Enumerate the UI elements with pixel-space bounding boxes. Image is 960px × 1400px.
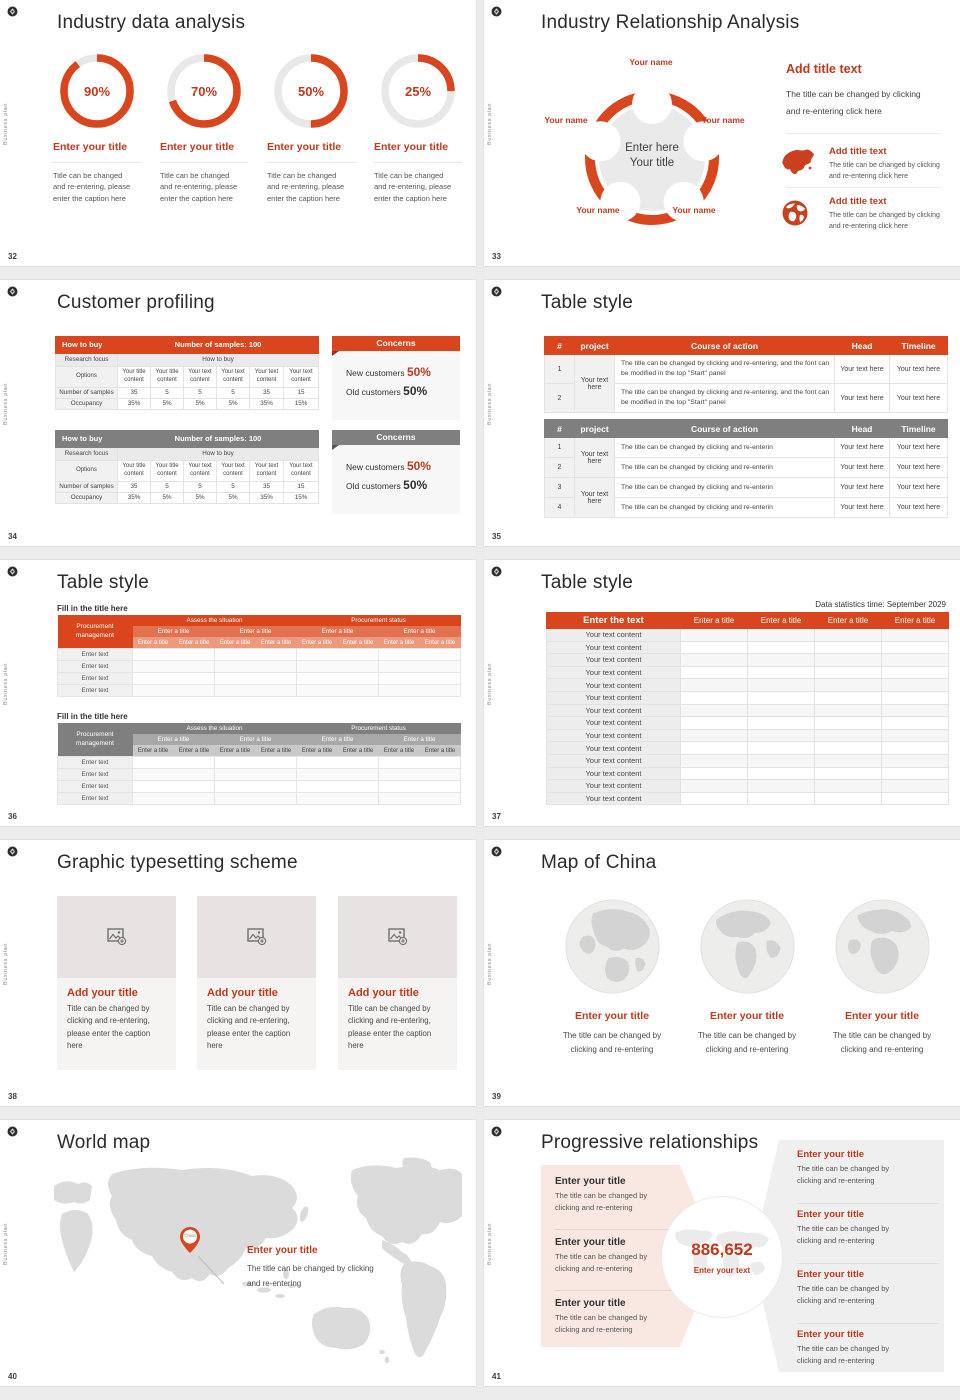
- vertical-brand-text: Business plan: [3, 663, 9, 706]
- section-label: Fill in the title here: [57, 712, 128, 721]
- progress-item: Enter your title The title can be changed by clicking and re-entering: [797, 1144, 939, 1204]
- globe-icon: [781, 199, 809, 227]
- vertical-brand-text: Business plan: [487, 663, 493, 706]
- vertical-brand-text: Business plan: [3, 383, 9, 426]
- crest-logo-icon: [7, 846, 18, 857]
- add-image-icon: [247, 928, 267, 946]
- globe-americas-icon: [699, 898, 796, 995]
- buying-table-gray: How to buy Number of samples: 100 Research focus How to buy Options Your title content Your title content Your text content Your text content Your text content Your text content Number of samples 35 5 5 5 35 15 Occupancy 35% 5% 5% 5% 35% 15%: [55, 430, 319, 504]
- procurement-table-red: Procurement management Assess the situation Procurement status Enter a title Enter a title Enter a title Enter a title Enter a title Enter a title Enter a title Enter a title Enter a title Enter a title Enter a title Enter a title Enter text Enter text Enter text Enter text: [57, 615, 461, 697]
- vertical-brand-text: Business plan: [3, 1223, 9, 1266]
- slide-number: 32: [8, 252, 17, 261]
- procurement-table-gray: Procurement management Assess the situation Procurement status Enter a title Enter a title Enter a title Enter a title Enter a title Enter a title Enter a title Enter a title Enter a title Enter a title Enter a title Enter a title Enter text Enter text Enter text Enter text: [57, 723, 461, 805]
- concerns-header: Concerns: [332, 430, 460, 445]
- slide-38-thumbnail[interactable]: [0, 840, 476, 1106]
- slide-34-thumbnail[interactable]: [0, 280, 476, 546]
- card-caption: Title can be changed by clicking and re-entering, please enter the caption here: [67, 1004, 151, 1051]
- image-card: [197, 896, 316, 1070]
- donut-item: [160, 54, 248, 204]
- statistic-value: 886,652: [691, 1239, 753, 1259]
- slide-36-thumbnail[interactable]: [0, 560, 476, 826]
- slide-number: 40: [8, 1372, 17, 1381]
- donut-caption: Title can be changed and re-entering, please enter the caption here: [374, 171, 452, 203]
- slide-number: 37: [492, 812, 501, 821]
- slide-title: Graphic typesetting scheme: [57, 852, 298, 873]
- image-placeholder: [57, 896, 176, 978]
- panel-body: The title can be changed by clicking and re-entering click here: [786, 89, 921, 116]
- donut-title: Enter your title: [267, 141, 355, 163]
- vertical-brand-text: Business plan: [3, 103, 9, 146]
- donut-item: [374, 54, 462, 204]
- map-callout-caption: The title can be changed by clicking and re-entering: [247, 1264, 374, 1289]
- data-statistics-note: Data statistics time: September 2029: [815, 600, 946, 609]
- action-table-red: # project Course of action Head Timeline 1 Your text here The title can be changed by clicking and re-entering, and the font can be modified in the top "Start" panel Your text here Your text here 2 The title can be changed by clicking and re-entering, and the font can be modified in the top "Start" panel Your text here Your text here: [544, 336, 948, 413]
- right-items: [797, 1144, 939, 1383]
- crest-logo-icon: [491, 566, 502, 577]
- image-card: [57, 896, 176, 1070]
- concerns-new-customers: New customers 50%: [346, 459, 431, 473]
- diagram-center-text: Enter here Your title: [625, 142, 679, 169]
- image-card: [338, 896, 457, 1070]
- concerns-header: Concerns: [332, 336, 460, 351]
- panel-item-caption: The title can be changed by clicking and re-entering click here: [829, 162, 940, 181]
- donut-item: [267, 54, 355, 204]
- concerns-old-customers: Old customers 50%: [346, 478, 428, 492]
- node-label: Your name: [576, 205, 620, 215]
- vertical-brand-text: Business plan: [487, 943, 493, 986]
- node-label: Your name: [544, 115, 588, 125]
- progress-item: Enter your title The title can be changed by clicking and re-entering: [797, 1204, 939, 1264]
- card-caption: Title can be changed by clicking and re-entering, please enter the caption here: [348, 1004, 432, 1051]
- slide-37-thumbnail[interactable]: [484, 560, 960, 826]
- donut-caption: Title can be changed and re-entering, please enter the caption here: [160, 171, 238, 203]
- pin-label-text: China: [184, 1233, 196, 1238]
- crest-logo-icon: [491, 286, 502, 297]
- slide-number: 34: [8, 532, 17, 541]
- donut-caption: Title can be changed and re-entering, please enter the caption here: [53, 171, 131, 203]
- vertical-brand-text: Business plan: [487, 383, 493, 426]
- globe-asia-icon: [564, 898, 661, 995]
- map-callout-title: Enter your title: [247, 1245, 318, 1256]
- donut-caption: Title can be changed and re-entering, please enter the caption here: [267, 171, 345, 203]
- add-image-icon: [107, 928, 127, 946]
- donut-percentage: 50%: [297, 83, 325, 99]
- concerns-old-customers: Old customers 50%: [346, 384, 428, 398]
- slide-title: Table style: [541, 292, 633, 313]
- node-label: Your name: [629, 57, 673, 67]
- concerns-box-gray: [332, 430, 460, 514]
- vertical-brand-text: Business plan: [3, 943, 9, 986]
- statistic-label: Enter your text: [693, 1265, 751, 1275]
- china-map-icon: [779, 147, 819, 177]
- slide-title: Customer profiling: [57, 292, 215, 313]
- slide-title: Table style: [57, 572, 149, 593]
- image-placeholder: [338, 896, 457, 978]
- image-placeholder: [197, 896, 316, 978]
- slide-title: Map of China: [541, 852, 657, 873]
- globe-africa-icon: [834, 898, 931, 995]
- vertical-brand-text: Business plan: [487, 1223, 493, 1266]
- progress-item: Enter your title The title can be changed by clicking and re-entering: [555, 1230, 675, 1291]
- slide-32-thumbnail[interactable]: [0, 0, 476, 266]
- slide-title: Progressive relationships: [541, 1132, 759, 1153]
- donut-chart-row: [53, 54, 462, 204]
- divider: [786, 187, 940, 188]
- crest-logo-icon: [7, 6, 18, 17]
- slide-number: 33: [492, 252, 501, 261]
- progress-item: Enter your title The title can be changed by clicking and re-entering: [555, 1298, 648, 1334]
- crest-logo-icon: [7, 1126, 18, 1137]
- slide-41-thumbnail[interactable]: [484, 1120, 960, 1386]
- slide-35-thumbnail[interactable]: [484, 280, 960, 546]
- globe-caption-block: Enter your title The title can be changed by clicking and re-entering: [832, 1010, 932, 1055]
- progress-item: Enter your title The title can be changed by clicking and re-entering: [555, 1169, 675, 1230]
- donut-title: Enter your title: [160, 141, 248, 163]
- divider: [786, 133, 940, 134]
- panel-item-title: Add title text: [829, 196, 887, 207]
- card-caption: Title can be changed by clicking and re-entering, please enter the caption here: [207, 1004, 291, 1051]
- slide-title: Table style: [541, 572, 633, 593]
- slide-title: Industry data analysis: [57, 12, 246, 33]
- slide-number: 39: [492, 1092, 501, 1101]
- slide-40-thumbnail[interactable]: [0, 1120, 476, 1386]
- slide-number: 36: [8, 812, 17, 821]
- vertical-brand-text: Business plan: [487, 103, 493, 146]
- node-label: Your name: [701, 115, 745, 125]
- crest-logo-icon: [491, 1126, 502, 1137]
- crest-logo-icon: [7, 286, 18, 297]
- concerns-box-red: [332, 336, 460, 420]
- panel-item-title: Add title text: [829, 146, 887, 157]
- globe-caption-block: Enter your title The title can be changed by clicking and re-entering: [562, 1010, 662, 1055]
- node-label: Your name: [672, 205, 716, 215]
- donut-title: Enter your title: [53, 141, 141, 163]
- slide-number: 41: [492, 1372, 501, 1381]
- progress-item: Enter your title The title can be changed by clicking and re-entering: [797, 1264, 939, 1324]
- crest-logo-icon: [491, 846, 502, 857]
- panel-heading: Add title text: [786, 62, 862, 76]
- section-label: Fill in the title here: [57, 604, 128, 613]
- slide-title: World map: [57, 1132, 151, 1153]
- progress-item: Enter your title The title can be changed by clicking and re-entering: [797, 1329, 890, 1365]
- donut-percentage: 25%: [404, 83, 432, 99]
- crest-logo-icon: [491, 6, 502, 17]
- donut-title: Enter your title: [374, 141, 462, 163]
- action-table-gray: # project Course of action Head Timeline 1 Your text here The title can be changed by clicking and re-enterin Your text here Your text here 2 The title can be changed by clicking and re-enterin Your text here Your text here 3 Your text here The title can be changed by clicking and re-enterin Your text here Your text here 4 The title can be changed by clicking and re-enterin Your text here Your text here: [544, 419, 948, 518]
- slide-number: 38: [8, 1092, 17, 1101]
- card-title: Add your title: [67, 987, 138, 999]
- crest-logo-icon: [7, 566, 18, 577]
- buying-table-red: How to buy Number of samples: 100 Research focus How to buy Options Your title content Your title content Your text content Your text content Your text content Your text content Number of samples 35 5 5 5 35 15 Occupancy 35% 5% 5% 5% 35% 15%: [55, 336, 319, 410]
- concerns-new-customers: New customers 50%: [346, 365, 431, 379]
- globe-caption-block: Enter your title The title can be changed by clicking and re-entering: [697, 1010, 797, 1055]
- card-title: Add your title: [348, 987, 419, 999]
- statistics-table: Enter the text Enter a title Enter a title Enter a title Enter a title Your text content Your text content Your text content Your text content Your text content Your text content Your text content Your text content Your text content Your text content Your text content Your text content Your text content Your text content: [546, 612, 949, 805]
- statistic-circle: [661, 1196, 783, 1318]
- left-items: [555, 1169, 675, 1351]
- card-title: Add your title: [207, 987, 278, 999]
- slide-number: 35: [492, 532, 501, 541]
- slide-39-thumbnail[interactable]: [484, 840, 960, 1106]
- add-image-icon: [388, 928, 408, 946]
- china-location-pin: [179, 1226, 201, 1254]
- slide-33-thumbnail[interactable]: [484, 0, 960, 266]
- panel-item-caption: The title can be changed by clicking and re-entering click here: [829, 212, 940, 231]
- donut-item: [53, 54, 141, 204]
- slide-title: Industry Relationship Analysis: [541, 12, 800, 33]
- donut-percentage: 90%: [83, 83, 111, 99]
- donut-percentage: 70%: [190, 83, 218, 99]
